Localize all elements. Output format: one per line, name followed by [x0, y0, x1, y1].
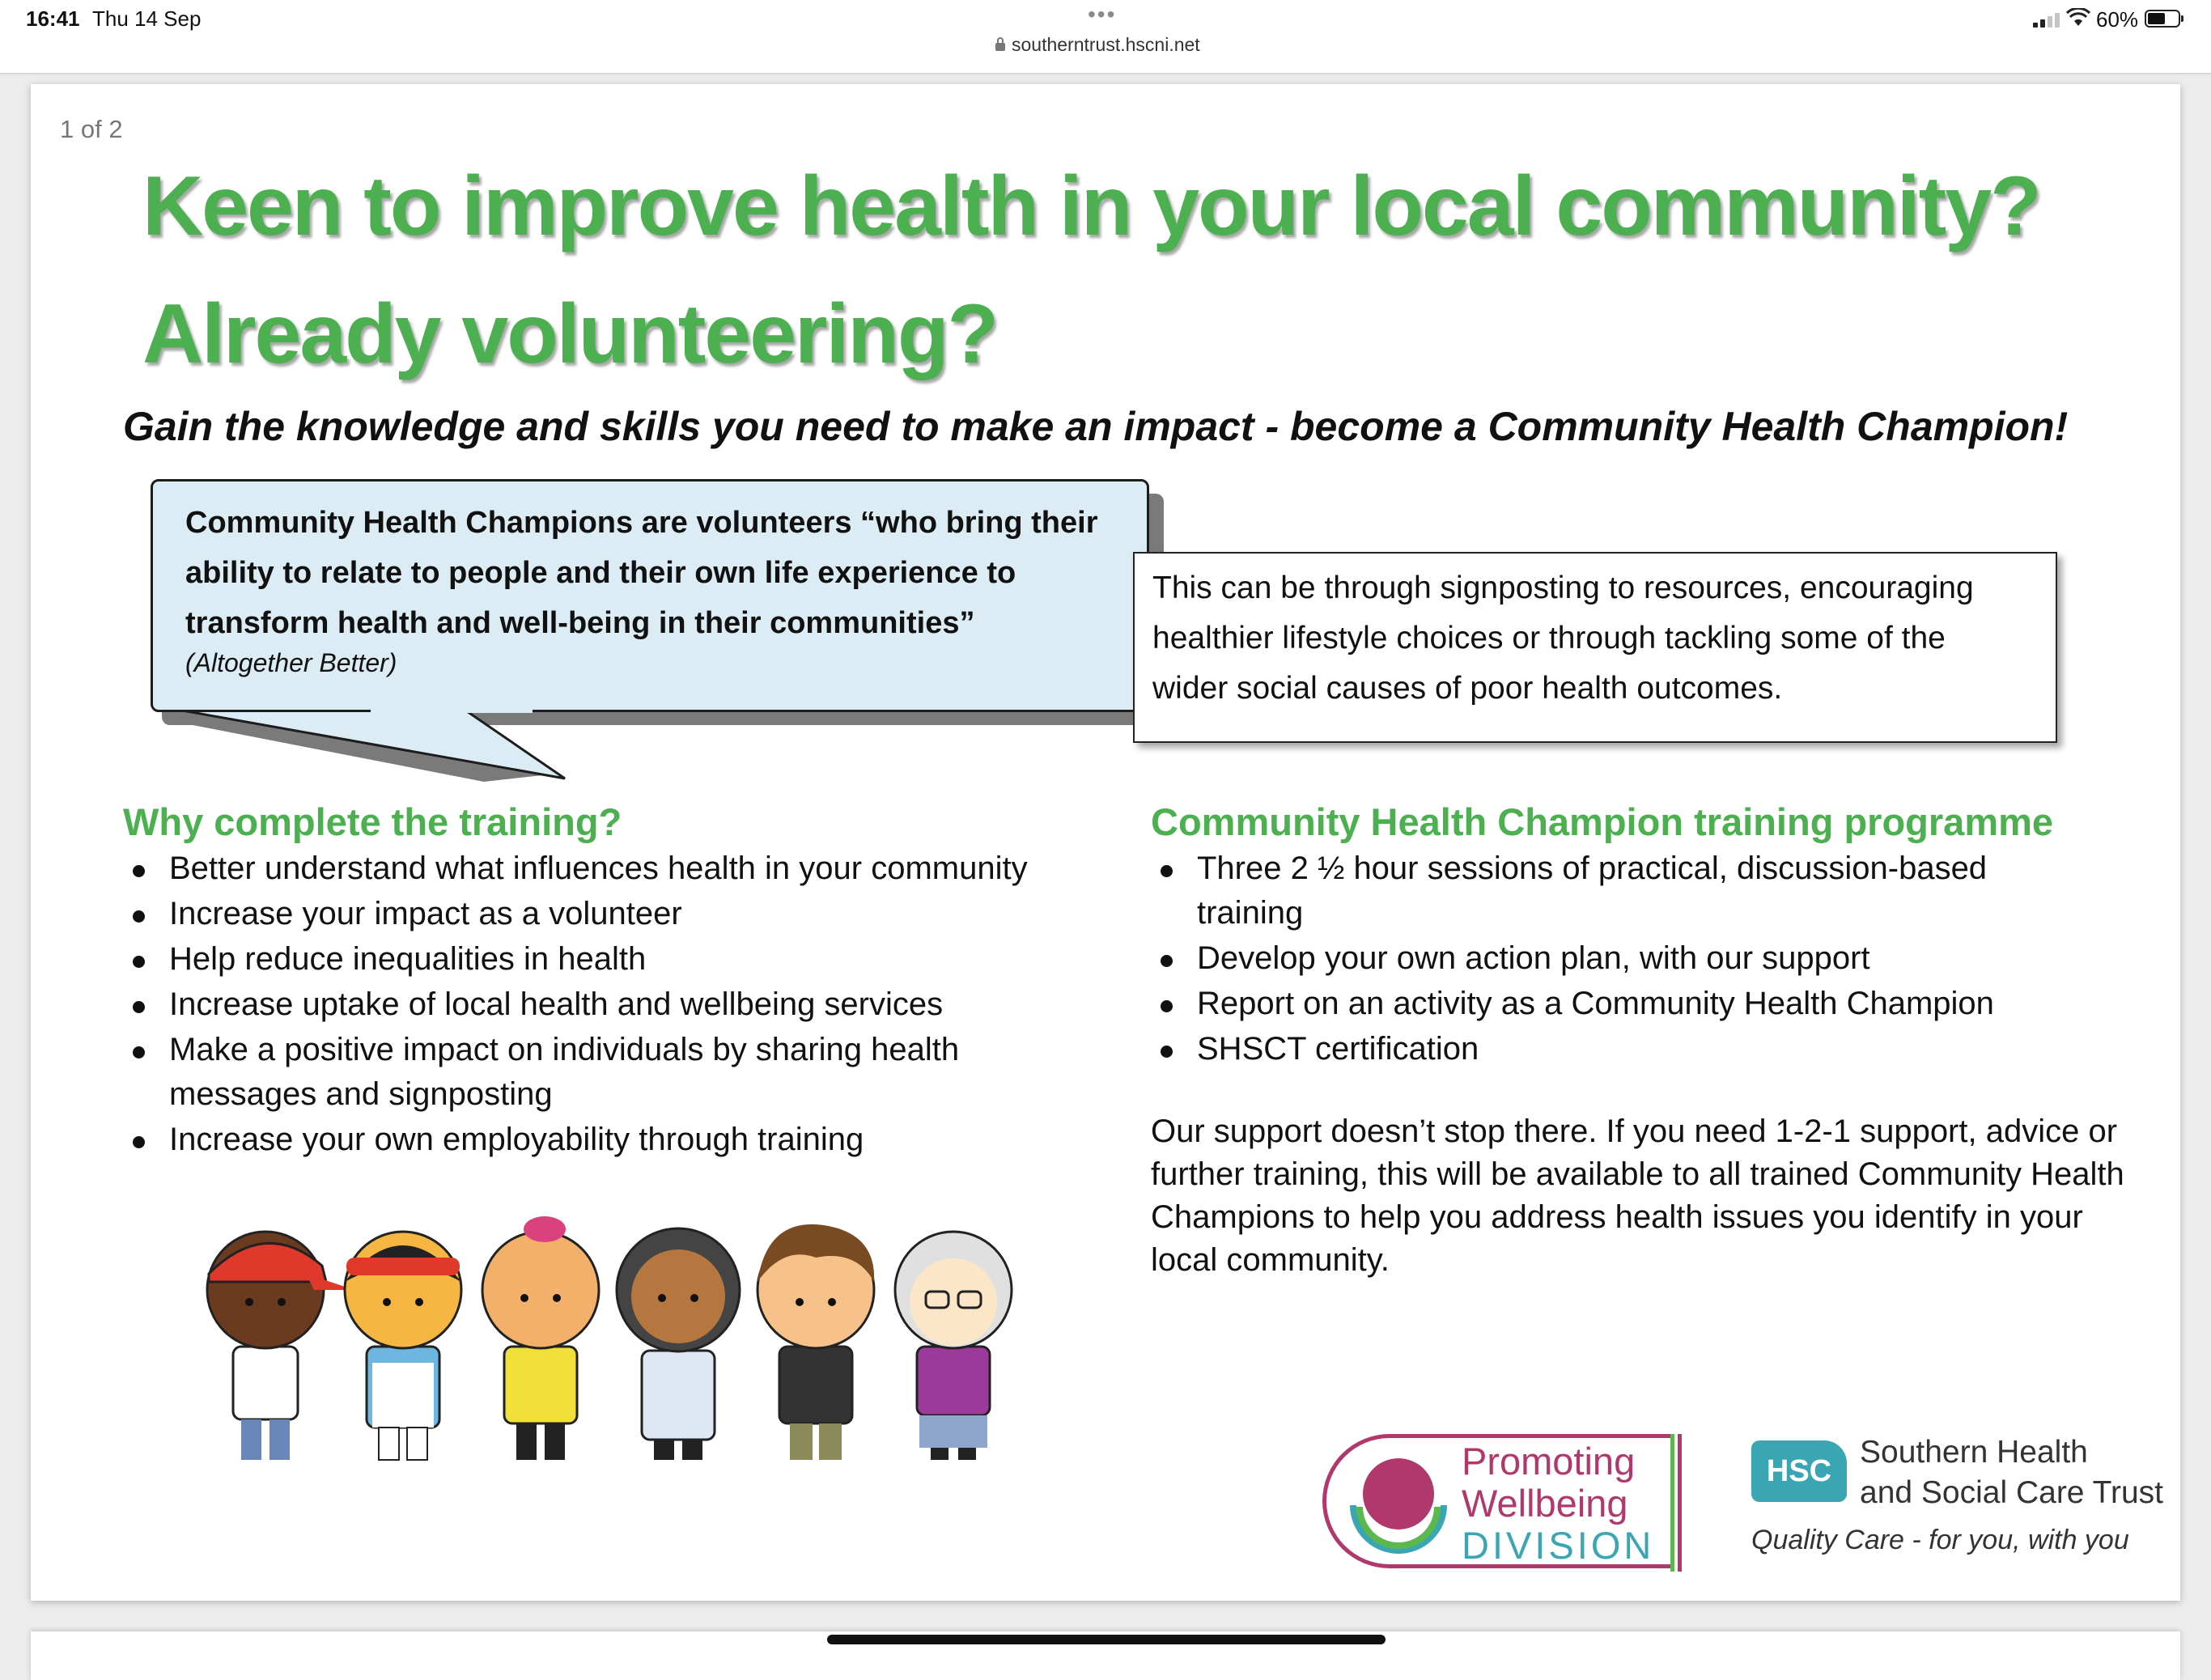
battery-percentage: 60%	[2096, 7, 2139, 32]
list-item: Make a positive impact on individuals by sharing health messages and signposting	[123, 1028, 1027, 1117]
person-boy-illustration	[758, 1224, 874, 1460]
info-line-3: wider social causes of poor health outcomes.	[1152, 671, 1783, 706]
list-item: Increase your impact as a volunteer	[123, 892, 1062, 936]
pdf-page	[31, 84, 2180, 1601]
hsc-logo	[1751, 1432, 2172, 1586]
hsc-name-line-1: Southern Health	[1860, 1435, 2088, 1470]
pw-line-3: DIVISION	[1462, 1524, 1655, 1567]
hsc-name-line-2: and Social Care Trust	[1860, 1475, 2164, 1510]
list-item: Help reduce inequalities in health	[123, 937, 1062, 982]
address-bar[interactable]	[995, 34, 1200, 56]
programme-title: Community Health Champion training programme	[1151, 800, 2054, 843]
list-item: Better understand what influences health in your community	[123, 846, 1062, 891]
list-item: Increase uptake of local health and wellbeing services	[123, 982, 1062, 1027]
person-red-cap-illustration	[207, 1232, 354, 1460]
pw-line-2: Wellbeing	[1462, 1482, 1628, 1525]
callout-tail-seam	[371, 710, 533, 713]
list-item: Develop your own action plan, with our support	[1151, 936, 2009, 981]
person-yellow-top-illustration	[482, 1216, 599, 1460]
home-indicator[interactable]	[827, 1635, 1386, 1644]
why-training-list	[123, 846, 1062, 1163]
wifi-icon	[2066, 8, 2090, 28]
headline-community: Keen to improve health in your local community?	[142, 159, 2040, 253]
page-counter: 1 of 2	[60, 115, 123, 143]
info-box	[1133, 552, 2057, 743]
pw-line-1: Promoting	[1462, 1440, 1636, 1483]
callout-citation: (Altogether Better)	[185, 648, 397, 677]
status-bar	[0, 0, 2211, 74]
multitasking-dots-icon[interactable]: •••	[1088, 2, 1117, 27]
info-line-2: healthier lifestyle choices or through tackling some of the	[1152, 621, 1946, 655]
hsc-badge: HSC	[1751, 1440, 1847, 1502]
status-time: 16:41	[26, 6, 80, 31]
list-item: Three 2 ½ hour sessions of practical, discussion-based training	[1151, 846, 2006, 935]
person-headband-illustration	[345, 1232, 461, 1460]
why-training-title: Why complete the training?	[123, 800, 622, 843]
callout-line-3: transform health and well-being in their communities”	[185, 606, 975, 640]
headline-volunteering: Already volunteering?	[142, 287, 997, 381]
hsc-tagline: Quality Care - for you, with you	[1751, 1525, 2129, 1555]
list-item: Report on an activity as a Community Health Champion	[1151, 982, 2009, 1026]
cellular-signal-icon	[2033, 11, 2060, 28]
wellbeing-circle-icon	[1345, 1449, 1452, 1555]
subtitle: Gain the knowledge and skills you need to make an impact - become a Community Health Champion!	[123, 404, 2069, 449]
status-date: Thu 14 Sep	[92, 6, 202, 31]
list-item: Increase your own employability through training	[123, 1118, 1062, 1162]
url-text: southerntrust.hscni.net	[1012, 34, 1200, 55]
support-paragraph: Our support doesn’t stop there. If you need 1-2-1 support, advice or further training, this will be available to all trained Community Health Champions to help you address health issues you identify in your local community.	[1151, 1114, 2124, 1278]
programme-list	[1151, 846, 2009, 1072]
person-grandmother-illustration	[895, 1232, 1012, 1460]
battery-icon	[2145, 10, 2180, 28]
lock-icon	[995, 43, 1005, 51]
champion-definition-callout	[151, 479, 1149, 712]
person-hijab-illustration	[617, 1228, 740, 1460]
people-illustration	[185, 1201, 1026, 1468]
info-line-1: This can be through signposting to resources, encouraging	[1152, 571, 1974, 605]
callout-line-2: ability to relate to people and their own life experience to	[185, 556, 1016, 590]
list-item: SHSCT certification	[1151, 1027, 2009, 1071]
callout-line-1: Community Health Champions are volunteers “who bring their	[185, 506, 1098, 540]
promoting-wellbeing-logo	[1322, 1434, 1678, 1573]
